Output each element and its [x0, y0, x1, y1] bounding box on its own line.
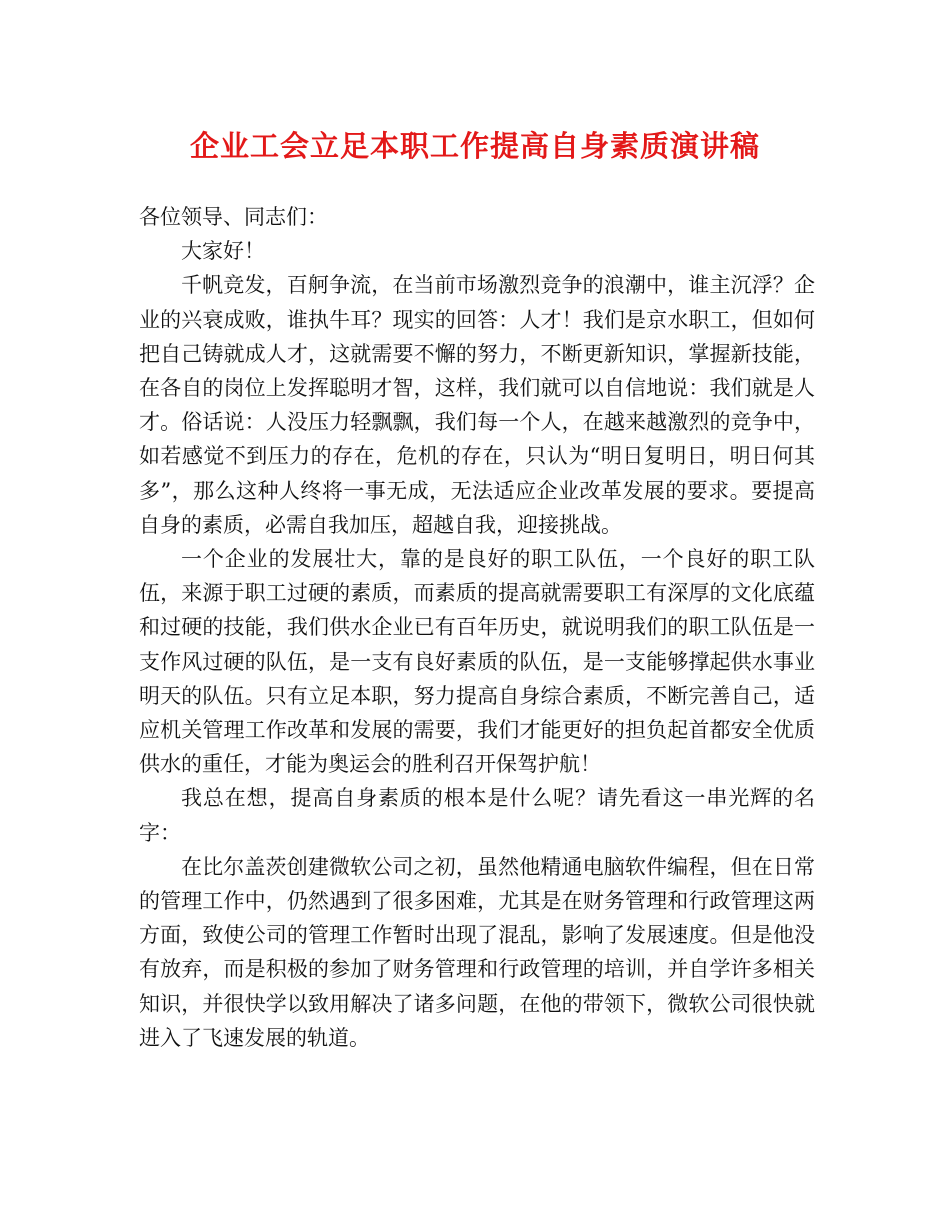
salutation: 各位领导、同志们： [139, 205, 328, 229]
document-title: 企业工会立足本职工作提高自身素质演讲稿 [189, 129, 760, 163]
paragraph-2: 一个企业的发展壮大，靠的是良好的职工队伍，一个良好的职工队伍，来源于职工过硬的素质，而素质的提高就需要职工有深厚的文化底蕴和过硬的技能，我们供水企业已有百年历史，就说明我们的职工队伍是一支作风过硬的队伍，是一支有良好素质的队伍，是一支能够撑起供水事业明天的队伍。只有立足本职，努力提高自身综合素质，不断完善自己，适应机关管理工作改革和发展的需要，我们才能更好的担负起首都安全优质供水的重任，才能为奥运会的胜利召开保驾护航！ [139, 547, 815, 777]
paragraph-greeting: 大家好！ [181, 239, 265, 264]
paragraph-3: 我总在想，提高自身素质的根本是什么呢？请先看这一串光辉的名字： [139, 786, 815, 845]
document-body [139, 200, 815, 1055]
paragraph-4: 在比尔盖茨创建微软公司之初，虽然他精通电脑软件编程，但在日常的管理工作中，仍然遇到了很多困难，尤其是在财务管理和行政管理这两方面，致使公司的管理工作暂时出现了混乱，影响了发展速度。但是他没有放弃，而是积极的参加了财务管理和行政管理的培训，并自学许多相关知识，并很快学以致用解决了诸多问题，在他的带领下，微软公司很快就进入了飞速发展的轨道。 [139, 854, 815, 1050]
paragraph-1: 千帆竞发，百舸争流，在当前市场激烈竞争的浪潮中，谁主沉浮？企业的兴衰成败，谁执牛耳？现实的回答：人才！我们是京水职工，但如何把自己铸就成人才，这就需要不懈的努力，不断更新知识，掌握新技能，在各自的岗位上发挥聪明才智，这样，我们就可以自信地说：我们就是人才。俗话说：人没压力轻飘飘，我们每一个人，在越来越激烈的竞争中，如若感觉不到压力的存在，危机的存在，只认为“明日复明日，明日何其多”，那么这种人终将一事无成，无法适应企业改革发展的要求。要提高自身的素质，必需自我加压，超越自我，迎接挑战。 [139, 273, 815, 537]
